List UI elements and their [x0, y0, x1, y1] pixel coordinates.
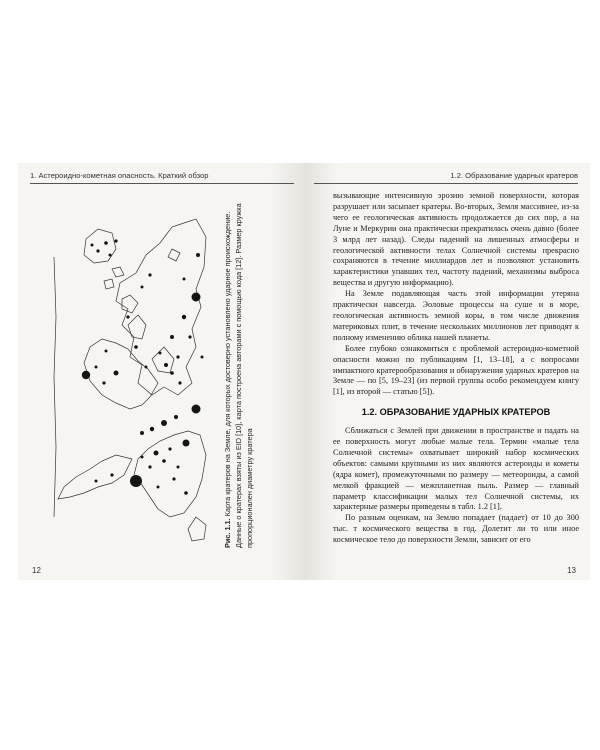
right-page: [304, 163, 590, 580]
south-america-outline: [58, 455, 132, 499]
crater-marker: [196, 253, 200, 257]
left-page-number: 12: [32, 566, 41, 575]
africa-outline: [84, 339, 158, 409]
crater-marker: [201, 356, 204, 359]
crater-marker: [159, 352, 162, 355]
crater-marker-vredefort: [82, 371, 90, 379]
continent-outlines: [54, 219, 206, 541]
crater-marker: [105, 350, 108, 353]
left-head-rule: [30, 183, 294, 184]
section-heading: 1.2. ОБРАЗОВАНИЕ УДАРНЫХ КРАТЕРОВ: [361, 407, 551, 418]
crater-marker: [95, 480, 98, 483]
crater-marker: [141, 286, 144, 289]
paragraph: Более глубоко ознакомиться с проблемой астероидно-кометной опасности можно по публикациям [1, 13–18], а с вопросами импактного кратерообразования и обнаружения ударных кратеров на Земле — по [5, 19–23] (из первой группы особо рекомендуем книгу [1], из второй — статью [5]).: [333, 343, 579, 397]
crater-marker: [168, 447, 171, 450]
paragraph: На Земле подавляющая часть этой информации утеряна практически навсегда. Эоловые процессы на суше и в море, геологическая активность земной коры, в том числе движения материковых плит, в течение нескольких миллионов лет приводят к полному изменению облика нашей планеты.: [333, 289, 579, 342]
australia-outline: [84, 229, 116, 263]
crater-marker: [148, 273, 151, 276]
crater-marker: [148, 465, 151, 468]
crater-marker: [161, 420, 167, 426]
europe-outline: [152, 347, 174, 373]
paragraph: По разным оценкам, на Землю попадает (падает) от 10 до 300 тыс. т космического вещества в год. Долетит ли то или иное космическое тело до поверхности Земли, зависит от его: [333, 513, 579, 545]
crater-world-map: [46, 197, 214, 549]
figure-caption-text: Карта кратеров на Земле, для которых достоверно установлено ударное происхождение. Данные о кратерах взяты из EID [10], карта построена авторами с помощью кода [12]. Размер кружка пропорционален диаметру кратера: [223, 203, 254, 548]
crater-marker: [170, 371, 174, 375]
antarctica-edge: [54, 257, 56, 517]
crater-marker: [172, 477, 175, 480]
right-head-rule: [314, 183, 578, 184]
india-outline: [122, 295, 138, 313]
crater-marker: [157, 486, 160, 489]
crater-marker: [177, 466, 180, 469]
crater-marker: [183, 440, 190, 447]
right-page-number: 13: [567, 566, 576, 575]
indonesia-outline: [104, 267, 124, 289]
crater-marker: [154, 451, 159, 456]
crater-marker: [192, 293, 201, 302]
crater-marker: [170, 335, 174, 339]
figure-label: Рис. 1.1.: [223, 518, 232, 548]
crater-marker: [184, 491, 188, 495]
crater-marker: [183, 278, 186, 281]
crater-markers: [82, 239, 204, 494]
crater-marker: [141, 456, 144, 459]
arabia-outline: [128, 315, 146, 339]
left-page: [18, 163, 304, 580]
crater-marker: [95, 366, 98, 369]
crater-marker: [192, 405, 201, 414]
greenland-outline: [188, 517, 206, 541]
right-running-head: 1.2. Образование ударных кратеров: [450, 171, 578, 180]
crater-marker: [109, 254, 112, 257]
japan-outline: [168, 249, 180, 261]
crater-marker: [104, 241, 108, 245]
crater-marker: [114, 371, 119, 376]
crater-marker: [162, 459, 166, 463]
crater-marker: [110, 473, 113, 476]
crater-marker: [145, 366, 148, 369]
body-text: [333, 191, 579, 546]
eurasia-outline: [116, 219, 206, 395]
crater-marker: [126, 315, 129, 318]
crater-marker-chicxulub: [130, 475, 142, 487]
paragraph: вызывающие интенсивную эрозию земной поверхности, которая разрушает или засыпает кратеры. Во-вторых, Земля массивнее, из-за чего ее геологическая активность продолжается до сих пор, а на Луне и Меркурии она практически прекратилась очень давно (более 3 млрд лет назад). Следы падений на лишенных атмосферы и геологической активности телах Солнечной системы прекрасно сохраняются в течение миллиардов лет и позволяют установить характеристики упавших тел, частоту падений, механизмы выброса вещества и другую информацию).: [333, 191, 579, 288]
crater-marker: [102, 381, 105, 384]
crater-marker: [188, 335, 191, 338]
crater-marker: [164, 363, 168, 367]
crater-marker: [182, 315, 186, 319]
crater-marker: [150, 427, 154, 431]
crater-marker: [134, 345, 138, 349]
crater-marker: [91, 244, 94, 247]
crater-marker: [174, 415, 178, 419]
left-running-head: 1. Астероидно-кометная опасность. Краткий обзор: [30, 171, 209, 180]
book-spread: [18, 163, 590, 580]
crater-marker: [176, 355, 179, 358]
crater-marker: [96, 249, 99, 252]
crater-marker: [178, 381, 181, 384]
crater-marker: [114, 239, 117, 242]
paragraph: Сближаться с Землей при движении в пространстве и падать на ее поверхность могут любые малые тела. Термин «малые тела Солнечной системы» охватывает широкий набор космических объектов: самыми крупными из них являются астероиды и кометы (ядра комет), промежуточными по размеру — метеороиды, а самой мелкой фракцией — межпланетная пыль. Размер — главный параметр классификации малых тел Солнечной системы, их характерные размеры приведены в табл. 1.2 [1].: [333, 426, 579, 512]
crater-marker: [140, 431, 144, 435]
north-america-outline: [134, 431, 206, 517]
figure-caption: [222, 198, 266, 548]
